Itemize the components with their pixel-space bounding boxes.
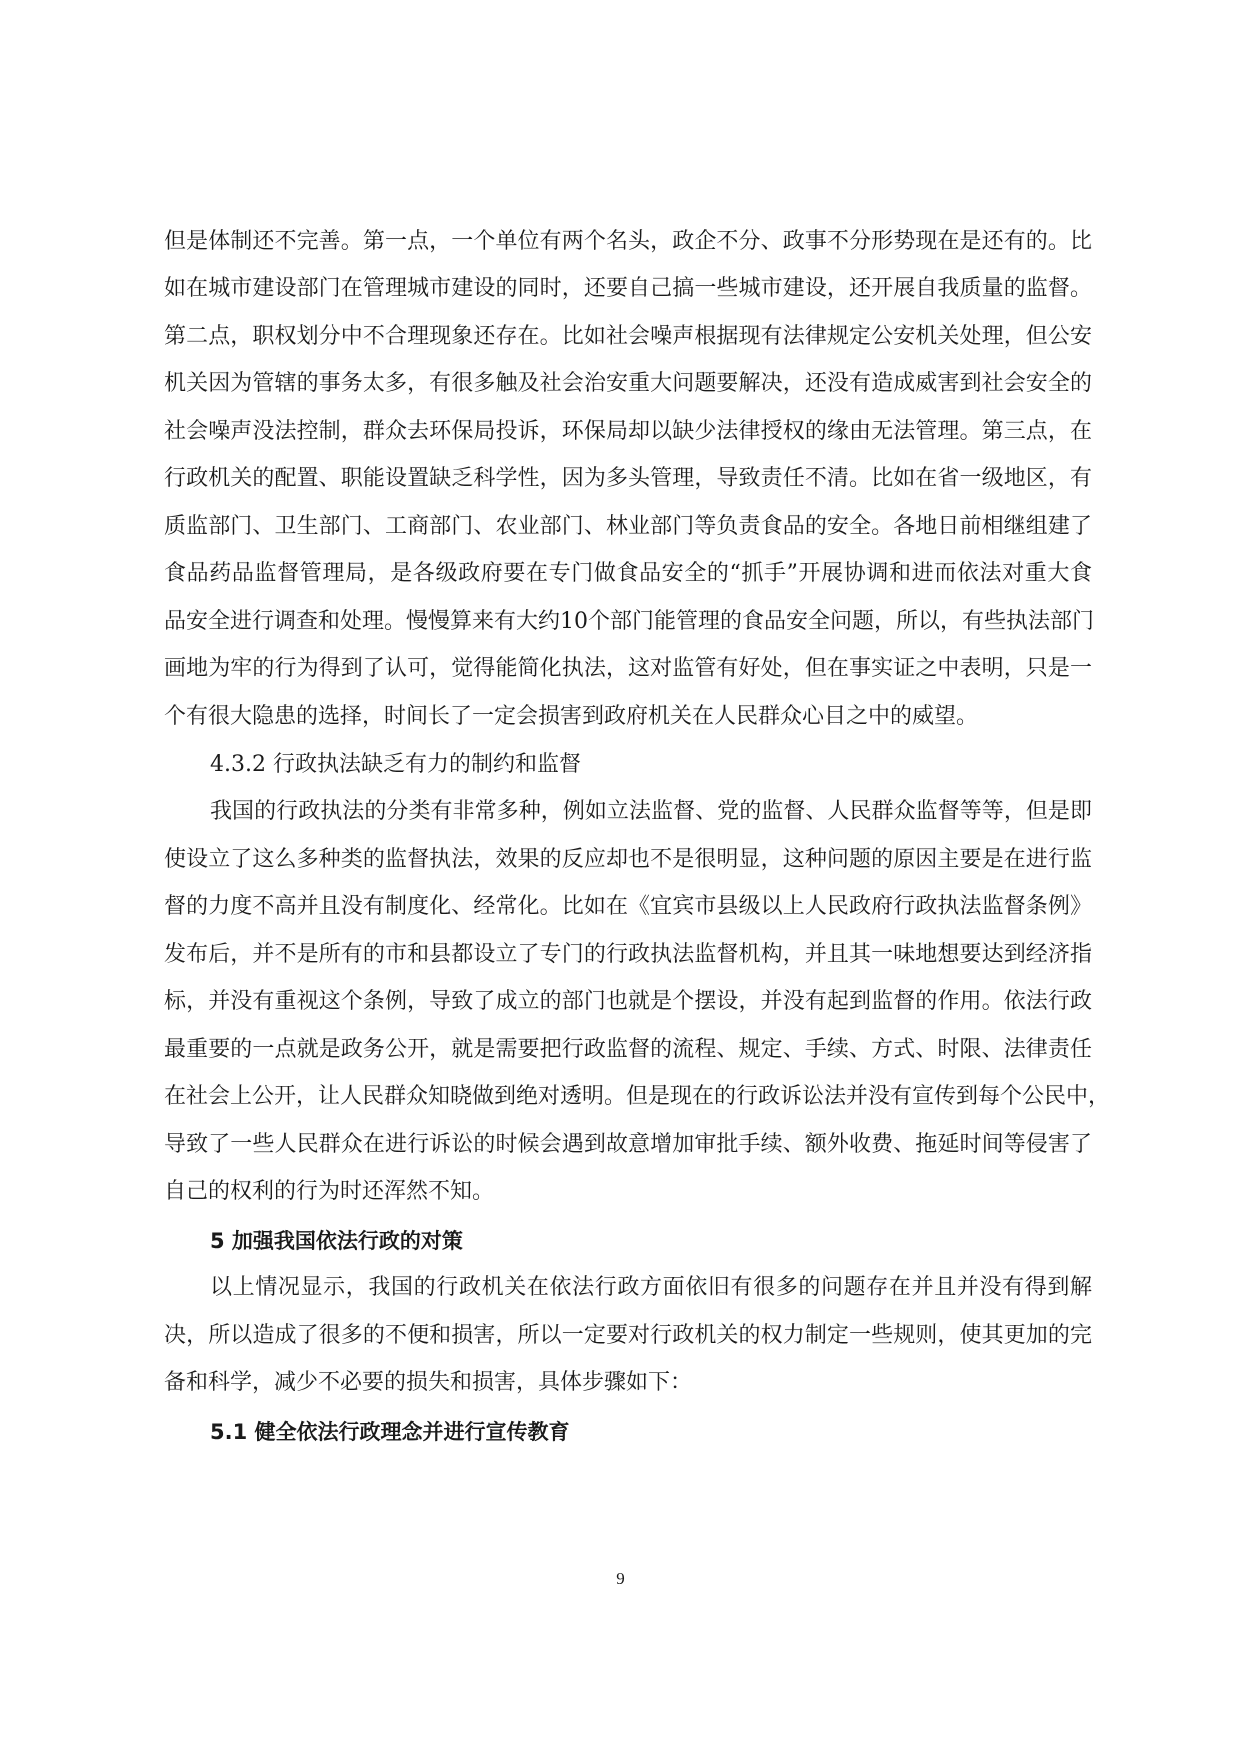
text-line: 画地为牢的行为得到了认可，觉得能简化执法，这对监管有好处，但在事实证之中表明，只是一 xyxy=(164,656,1092,681)
text-line: 自己的权利的行为时还浑然不知。 xyxy=(164,1179,495,1204)
text-line: 督的力度不高并且没有制度化、经常化。比如在《宜宾市县级以上人民政府行政执法监督条例》 xyxy=(164,894,1092,919)
text-line: 个有很大隐患的选择，时间长了一定会损害到政府机关在人民群众心目之中的威望。 xyxy=(164,704,979,729)
text-line: 我国的行政执法的分类有非常多种，例如立法监督、党的监督、人民群众监督等等，但是即 xyxy=(210,799,1092,824)
text-line: 机关因为管辖的事务太多，有很多触及社会治安重大问题要解决，还没有造成威害到社会安全的 xyxy=(164,371,1092,396)
text-line: 品安全进行调查和处理。慢慢算来有大约10个部门能管理的食品安全问题，所以，有些执法部门 xyxy=(164,609,1094,634)
text-line: 在社会上公开，让人民群众知晓做到绝对透明。但是现在的行政诉讼法并没有宣传到每个公民中， xyxy=(164,1084,1111,1109)
text-line: 备和科学，减少不必要的损失和损害，具体步骤如下： xyxy=(164,1370,693,1395)
text-line: 社会噪声没法控制，群众去环保局投诉，环保局却以缺少法律授权的缘由无法管理。第三点，在 xyxy=(164,419,1092,444)
text-line: 第二点，职权划分中不合理现象还存在。比如社会噪声根据现有法律规定公安机关处理，但公安 xyxy=(164,324,1092,349)
text-line: 标，并没有重视这个条例，导致了成立的部门也就是个摆设，并没有起到监督的作用。依法行政 xyxy=(164,989,1092,1014)
text-line: 导致了一些人民群众在进行诉讼的时候会遇到故意增加审批手续、额外收费、拖延时间等侵害了 xyxy=(164,1132,1092,1157)
text-line: 决，所以造成了很多的不便和损害，所以一定要对行政机关的权力制定一些规则，使其更加的完 xyxy=(164,1323,1092,1348)
text-line: 质监部门、卫生部门、工商部门、农业部门、林业部门等负责食品的安全。各地日前相继组建了 xyxy=(164,514,1092,539)
text-line: 但是体制还不完善。第一点，一个单位有两个名头，政企不分、政事不分形势现在是还有的。比 xyxy=(164,229,1092,254)
text-line: 食品药品监督管理局，是各级政府要在专门做食品安全的“抓手”开展协调和进而依法对重大食 xyxy=(164,561,1092,586)
text-line: 最重要的一点就是政务公开，就是需要把行政监督的流程、规定、手续、方式、时限、法律责任 xyxy=(164,1037,1092,1062)
section-heading-5-1: 5.1 健全依法行政理念并进行宣传教育 xyxy=(210,1420,570,1444)
text-line: 发布后，并不是所有的市和县都设立了专门的行政执法监督机构，并且其一味地想要达到经济指 xyxy=(164,942,1092,967)
subheading-4-3-2: 4.3.2 行政执法缺乏有力的制约和监督 xyxy=(210,752,581,777)
text-line: 使设立了这么多种类的监督执法，效果的反应却也不是很明显，这种问题的原因主要是在进行监 xyxy=(164,847,1092,872)
text-line: 以上情况显示，我国的行政机关在依法行政方面依旧有很多的问题存在并且并没有得到解 xyxy=(210,1275,1092,1300)
page-number: 9 xyxy=(616,1569,625,1588)
text-line: 行政机关的配置、职能设置缺乏科学性，因为多头管理，导致责任不清。比如在省一级地区，有 xyxy=(164,466,1092,491)
section-heading-5: 5 加强我国依法行政的对策 xyxy=(210,1229,463,1253)
text-line: 如在城市建设部门在管理城市建设的同时，还要自己搞一些城市建设，还开展自我质量的监督。 xyxy=(164,276,1092,301)
